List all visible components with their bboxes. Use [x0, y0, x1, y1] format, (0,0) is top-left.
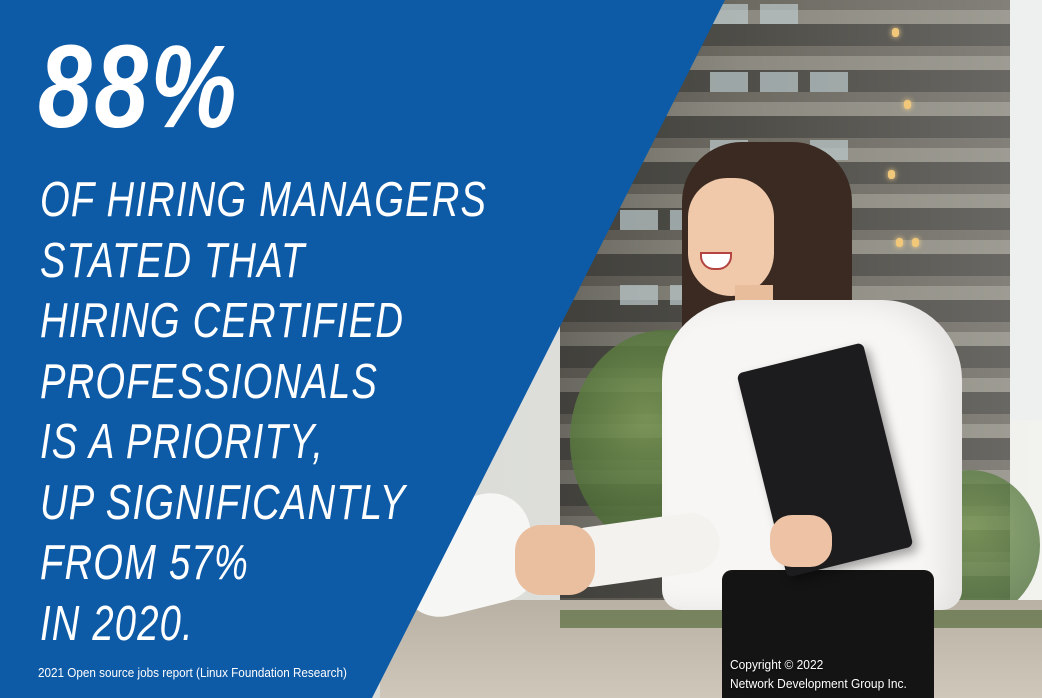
headline-statement [40, 170, 487, 654]
hand [770, 515, 832, 567]
source-citation: 2021 Open source jobs report (Linux Foundation Research) [38, 665, 347, 680]
copyright-company: Network Development Group Inc. [730, 676, 907, 691]
woman-face [688, 178, 774, 296]
handshake [515, 525, 595, 595]
statement-line: OF HIRING MANAGERS [40, 173, 488, 227]
statement-line: STATED THAT [40, 233, 306, 288]
statement-line: IN 2020. [40, 596, 194, 651]
headline-percent: 88% [38, 21, 240, 153]
statement-line: HIRING CERTIFIED [40, 294, 405, 348]
copyright-line: Copyright © 2022 [730, 657, 824, 672]
statement-line: UP SIGNIFICANTLY [40, 475, 407, 530]
statement-line: FROM 57% [40, 536, 249, 590]
copyright-notice [730, 655, 922, 693]
statement-line: PROFESSIONALS [40, 354, 379, 409]
statement-line: IS A PRIORITY, [40, 415, 325, 469]
